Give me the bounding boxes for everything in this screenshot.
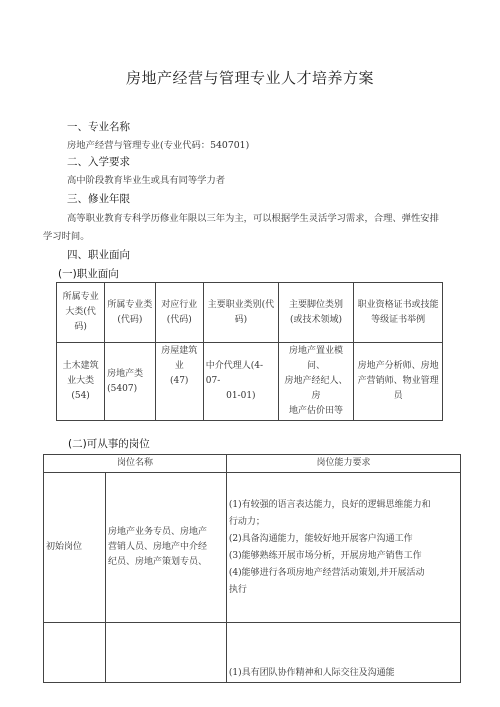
occupation-table-row xyxy=(57,343,443,421)
header-cell: 所属专业 大类(代 码) xyxy=(57,283,105,343)
section-1-heading: 一、专业名称 xyxy=(67,121,130,133)
header-cell: 职业资格证书或技能 等级证书举例 xyxy=(354,283,443,343)
table1-caption: (一)职业面向 xyxy=(58,268,119,280)
header-cell: 主要脚位类别 (或技术领域) xyxy=(278,283,353,343)
occupation-table xyxy=(56,282,443,421)
table-cell: 房屋建筑业 (47) xyxy=(155,343,203,421)
section-3-text-line2: 学习时间。 xyxy=(43,231,90,242)
position-abilities-cell: (1)具有团队协作精神和人际交往及沟通能 xyxy=(226,623,460,683)
section-1-text: 房地产经营与管理专业(专业代码：540701) xyxy=(67,140,250,151)
header-cell: 所属专业类 (代码) xyxy=(105,283,155,343)
table-cell: 中介代理人(4-07- 01-01) xyxy=(203,343,278,421)
positions-table xyxy=(43,454,461,683)
header-cell: 主要职业类别(代 码) xyxy=(203,283,278,343)
header-cell: 岗位能力要求 xyxy=(226,455,460,473)
table2-caption: (二)可从事的岗位 xyxy=(68,438,150,450)
table-cell: 房地产置业模问、 房地产经纪人、房 地产估价田等 xyxy=(278,343,353,421)
table-row xyxy=(44,473,461,623)
position-category-cell: 初始岗位 xyxy=(44,473,106,623)
table-cell: 土木建筑 业大类 (54) xyxy=(57,343,105,421)
header-cell: 对应行业 (代码) xyxy=(155,283,203,343)
section-3-text-line1: 高等职业教育专科学历修业年限以三年为主，可以根据学生灵活学习需求，合理、弹性安排 xyxy=(67,213,439,224)
section-3-heading: 三、修业年限 xyxy=(67,193,130,205)
position-abilities-cell: (1)有较强的语言表达能力，良好的逻辑思维能力和 行动力； (2)具备沟通能力，能较好地开展客户沟通工作 (3)能够熟练开展市场分析，开展房地产销售工作 (4)能够进行各项房地产经营活动策划,并开展活动 执行 xyxy=(226,473,460,623)
section-2-text: 高中阶段教育毕业生或具有同等学力者 xyxy=(67,175,226,186)
position-category-cell xyxy=(44,623,106,683)
document-title: 房地产经营与管理专业人才培养方案 xyxy=(125,69,374,87)
occupation-table-header-row xyxy=(57,283,443,343)
section-2-heading: 二、入学要求 xyxy=(67,156,130,168)
header-cell: 岗位名称 xyxy=(44,455,227,473)
positions-table-header-row xyxy=(44,455,461,473)
position-names-cell: 房地产业务专员、房地产 营销人员、房地产中介经 纪员、房地产策划专员、 xyxy=(106,473,227,623)
table-row xyxy=(44,623,461,683)
table-cell: 房地产分析师、房地 产营销师、物业管理 员 xyxy=(354,343,443,421)
position-names-cell xyxy=(106,623,227,683)
table-cell: 房地产类 (5407) xyxy=(105,343,155,421)
section-4-heading: 四、职业面向 xyxy=(67,249,130,261)
